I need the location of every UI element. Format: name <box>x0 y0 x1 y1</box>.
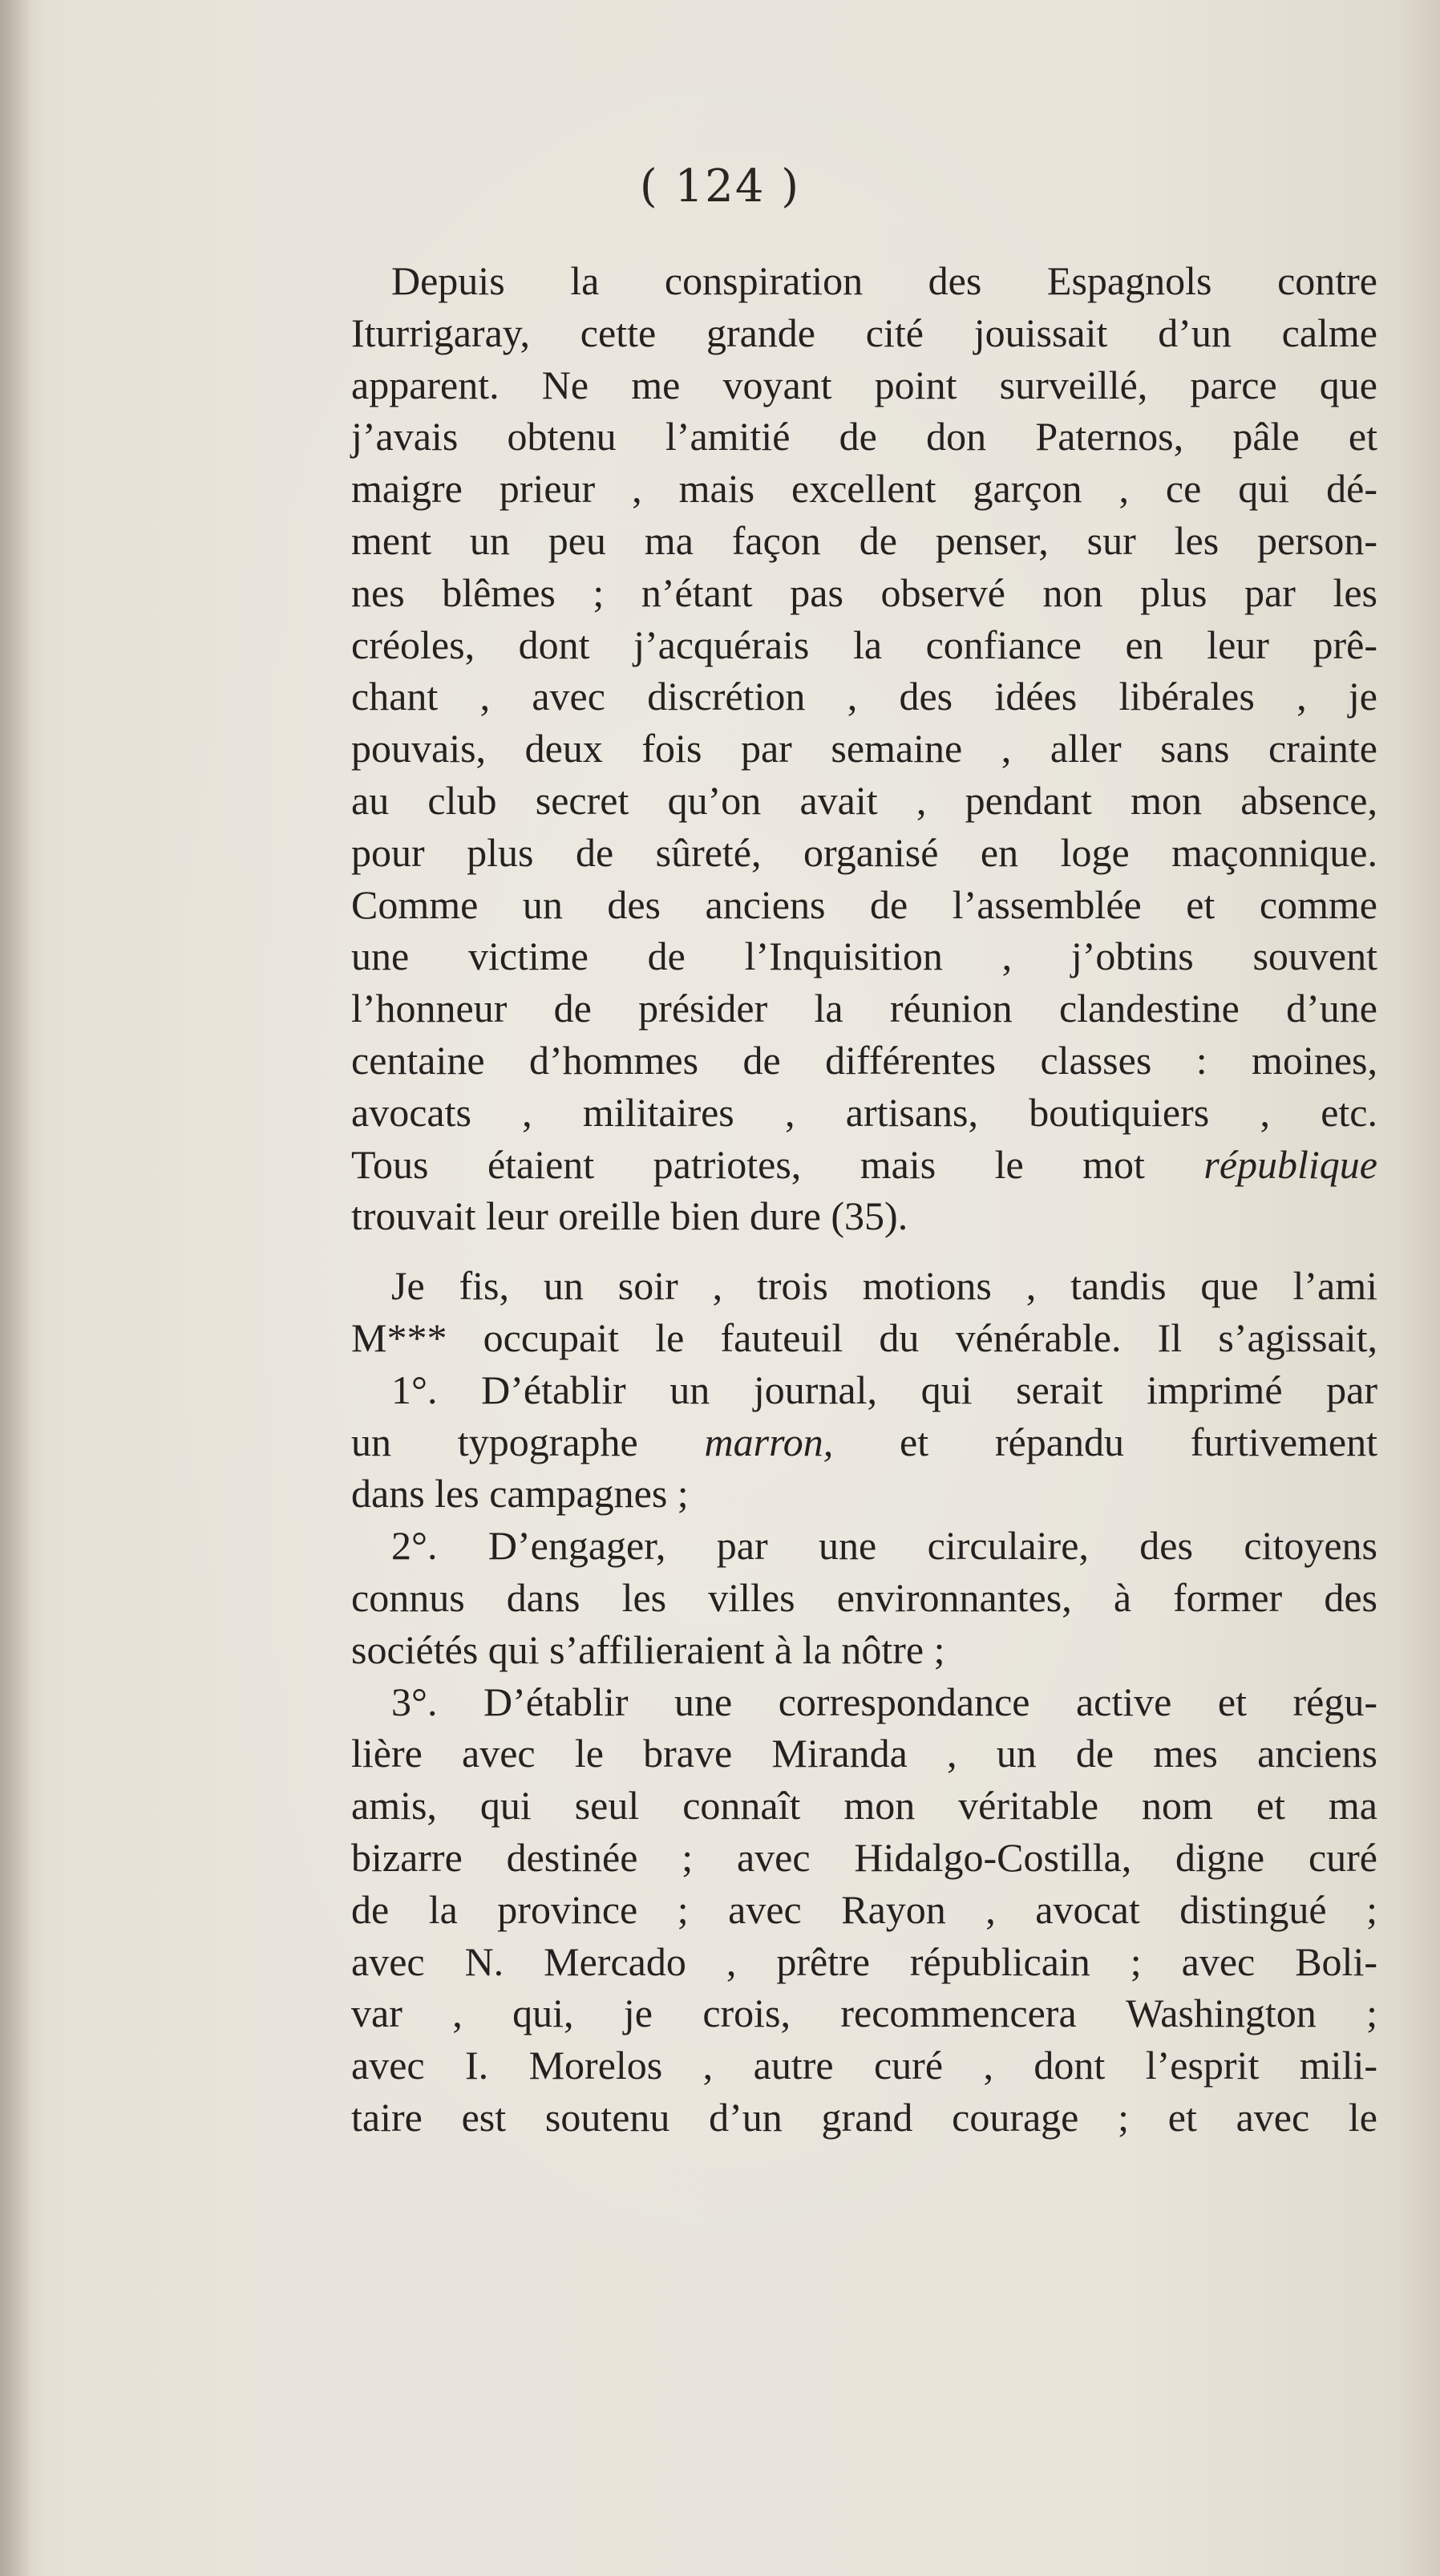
text-line: une victime de l’Inquisition , j’obtins souvent <box>351 934 1377 979</box>
text-line: taire est soutenu d’un grand courage ; et avec le <box>351 2094 1377 2140</box>
text-line: j’avais obtenu l’amitié de don Paternos, pâle et <box>351 414 1377 460</box>
text-line: trouvait leur oreille bien dure (35). <box>351 1193 908 1239</box>
text-line <box>351 1139 1377 1191</box>
text-line: l’honneur de présider la réunion clandestine d’une <box>351 986 1377 1031</box>
text-line: maigre prieur , mais excellent garçon , ce qui dé- <box>351 466 1377 512</box>
text-line: chant , avec discrétion , des idées libérales , je <box>351 674 1377 719</box>
text-line: avec I. Morelos , autre curé , dont l’esprit mili- <box>351 2043 1377 2088</box>
text-line: M*** occupait le fauteuil du vénérable. Il s’agissait, <box>351 1314 1377 1360</box>
text-line: connus dans les villes environnantes, à former des <box>351 1574 1377 1620</box>
text-line: pour plus de sûreté, organisé en loge maçonnique. <box>351 829 1377 875</box>
text-line: bizarre destinée ; avec Hidalgo-Costilla, digne curé <box>351 1834 1377 1880</box>
text-line: de la province ; avec Rayon , avocat distingué ; <box>351 1886 1377 1932</box>
text-line: apparent. Ne me voyant point surveillé, parce que <box>351 362 1377 407</box>
italic-word: république <box>1203 1141 1377 1187</box>
text-line: sociétés qui s’affilieraient à la nôtre ; <box>351 1626 945 1672</box>
text-line: 2°. D’engager, par une circulaire, des citoyens <box>391 1523 1377 1569</box>
text-line: pouvais, deux fois par semaine , aller sans crainte <box>351 726 1377 772</box>
text-line: Iturrigaray, cette grande cité jouissait d’un calme <box>351 310 1377 355</box>
text-line: Depuis la conspiration des Espagnols contre <box>391 258 1377 303</box>
text-line: 3°. D’établir une correspondance active et régu- <box>391 1679 1377 1724</box>
body-text <box>351 255 1377 2144</box>
paragraph-gap <box>351 1242 1377 1260</box>
page-number: ( 124 ) <box>639 160 801 213</box>
text-segment: un typographe <box>351 1419 705 1464</box>
text-line: lière avec le brave Miranda , un de mes anciens <box>351 1731 1377 1776</box>
text-line: dans les campagnes ; <box>351 1471 689 1517</box>
text-line: ment un peu ma façon de penser, sur les person- <box>351 517 1377 563</box>
text-line <box>351 1416 1377 1468</box>
binding-shadow <box>0 0 32 2576</box>
text-line: 1°. D’établir un journal, qui serait imprimé par <box>391 1367 1377 1412</box>
text-line: nes blêmes ; n’étant pas observé non plus par les <box>351 569 1377 615</box>
text-line: créoles, dont j’acquérais la confiance en leur prê- <box>351 622 1377 667</box>
text-segment: et répandu furtivement <box>833 1419 1377 1464</box>
text-line: avocats , militaires , artisans, boutiquiers , etc. <box>351 1089 1377 1135</box>
text-line: avec N. Mercado , prêtre républicain ; avec Boli- <box>351 1938 1377 1984</box>
text-line: centaine d’hommes de différentes classes : moines, <box>351 1037 1377 1083</box>
text-line: var , qui, je crois, recommencera Washington ; <box>351 1991 1377 2036</box>
italic-word: marron, <box>704 1419 834 1464</box>
text-segment: Tous étaient patriotes, mais le mot <box>351 1141 1204 1187</box>
text-line: au club secret qu’on avait , pendant mon absence, <box>351 777 1377 823</box>
text-line: Comme un des anciens de l’assemblée et comme <box>351 881 1377 927</box>
text-line: amis, qui seul connaît mon véritable nom et ma <box>351 1783 1377 1829</box>
text-line: Je fis, un soir , trois motions , tandis que l’ami <box>391 1263 1377 1309</box>
